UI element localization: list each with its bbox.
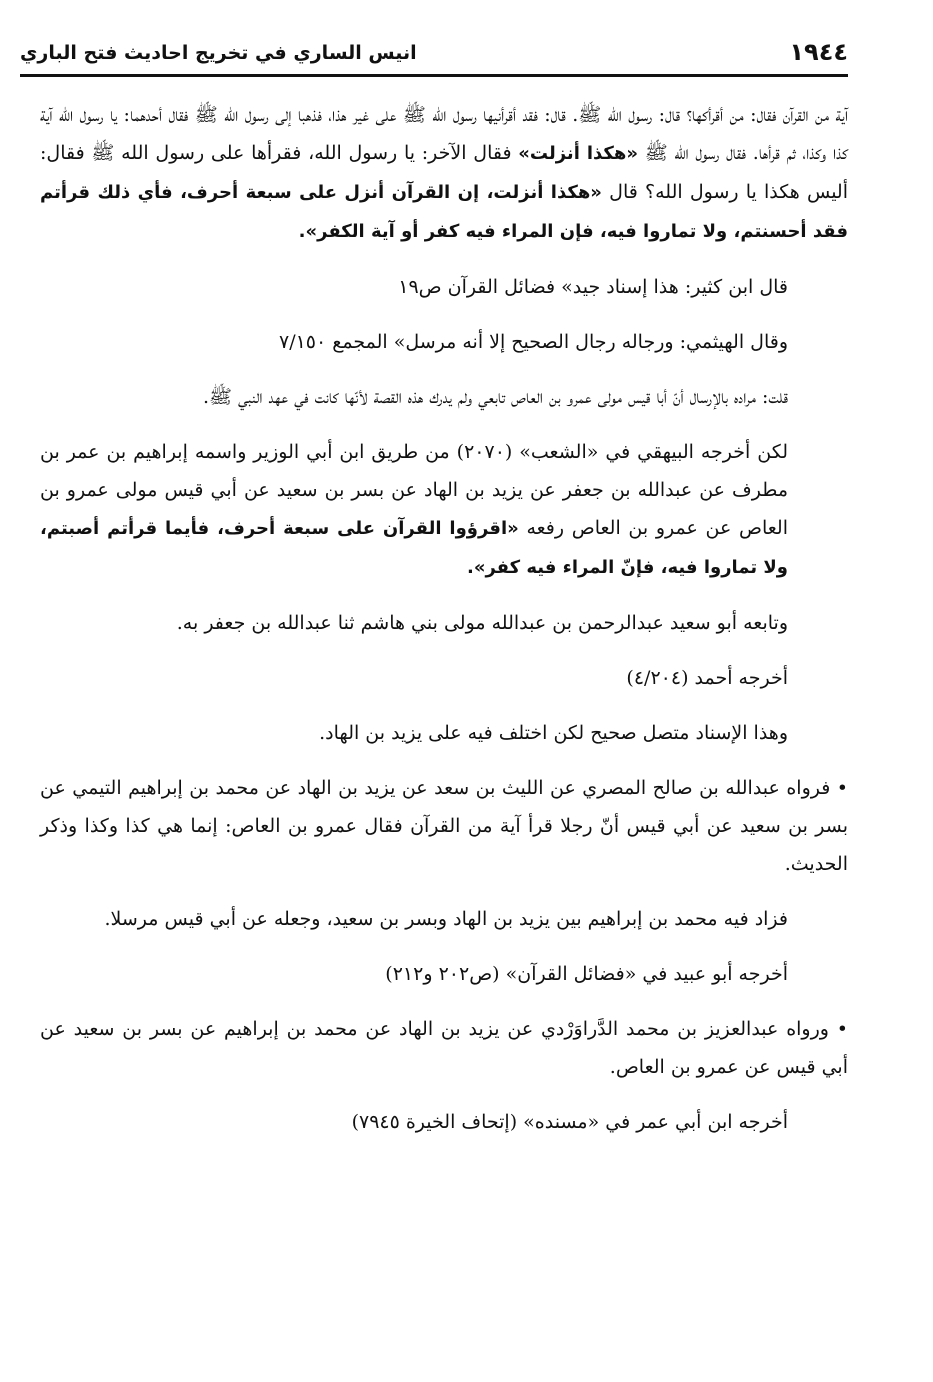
- paragraph-haythami: وقال الهيثمي: ورجاله رجال الصحيح إلا أنه مرسل» المجمع ٧/١٥٠: [278, 331, 788, 353]
- running-header: [20, 38, 848, 77]
- text-run: لكن أخرجه البيهقي في «الشعب» (٢٠٧٠) من طريق ابن أبي الوزير واسمه إبراهيم بن عمر بن مطرف عن عبدالله بن جعفر عن يزيد بن الهاد عن بسر بن سعيد عن أبي قيس مولى عمرو بن العاص عن عمرو بن العاص رفعه: [40, 441, 788, 539]
- paragraph-ibn-abi-umar: أخرجه ابن أبي عمر في «مسنده» (إتحاف الخيرة ٧٩٤٥): [351, 1111, 788, 1133]
- text-run: فقال الآخر: يا رسول الله، فقرأها على رسول الله ﷺ فقال: أليس هكذا يا رسول الله؟ قال: [40, 142, 848, 203]
- paragraph-ibn-kathir: قال ابن كثير: هذا إسناد جيد» فضائل القرآن ص١٩: [398, 276, 788, 298]
- paragraph-narration-2: • ورواه عبدالعزيز بن محمد الدَّراوَرْدي عن يزيد بن الهاد عن محمد بن إبراهيم عن بسر بن سعيد عن أبي قيس عن عمرو بن العاص.: [40, 1018, 848, 1078]
- paragraph-comment: قلت: مراده بالإرسال أنّ أبا قيس مولى عمرو بن العاص تابعي ولم يدرك هذه القصة لأنّها كانت في عهد النبي ﷺ.: [202, 386, 788, 408]
- paragraph-narration-1: • فرواه عبدالله بن صالح المصري عن الليث بن سعد عن يزيد بن الهاد عن محمد بن إبراهيم التيمي عن بسر بن سعيد عن أبي قيس أنّ رجلا قرأ آية من القرآن فقال عمرو بن العاص: إنما هي كذا وكذا وذكر الحديث.: [40, 777, 848, 875]
- paragraph-abu-ubayd: أخرجه أبو عبيد في «فضائل القرآن» (ص٢٠٢ و٢١٢): [385, 963, 788, 985]
- paragraph-isnad: وهذا الإسناد متصل صحيح لكن اختلف فيه على يزيد بن الهاد.: [319, 722, 788, 744]
- quoted-text: «هكذا أنزلت»: [518, 143, 638, 164]
- paragraph-hadith-text: [40, 96, 848, 251]
- quoted-text: «هكذا أنزلت، إن القرآن أنزل على سبعة أحرف، فأي ذلك قرأتم فقد أحسنتم، ولا تماروا فيه، فإن المراء فيه كفر أو آية الكفر».: [40, 182, 848, 242]
- page-body: [40, 96, 848, 1158]
- page-number: ١٩٤٤: [789, 38, 848, 66]
- text-run: آية من القرآن فقال: من أقرأكها؟ قال: رسول الله ﷺ. قال: فقد أقرأنيها رسول الله ﷺ على غير هذا، فذهبا إلى رسول الله ﷺ فقال أحدهما: يا رسول الله آية كذا وكذا، ثم قرأها. فقال رسول الله ﷺ: [40, 104, 848, 164]
- quoted-text: «اقرؤوا القرآن على سبعة أحرف، فأيما قرأتم أصبتم، ولا تماروا فيه، فإنّ المراء فيه كفر».: [40, 518, 788, 578]
- paragraph-addition: فزاد فيه محمد بن إبراهيم بين يزيد بن الهاد وبسر بن سعيد، وجعله عن أبي قيس مرسلا.: [104, 908, 788, 930]
- book-title: انيس الساري في تخريج احاديث فتح الباري: [20, 42, 417, 64]
- paragraph-bayhaqi: [40, 433, 848, 587]
- paragraph-follow-up: وتابعه أبو سعيد عبدالرحمن بن عبدالله مولى بني هاشم ثنا عبدالله بن جعفر به.: [176, 612, 788, 634]
- paragraph-ahmad: أخرجه أحمد (٤/٢٠٤): [626, 667, 788, 689]
